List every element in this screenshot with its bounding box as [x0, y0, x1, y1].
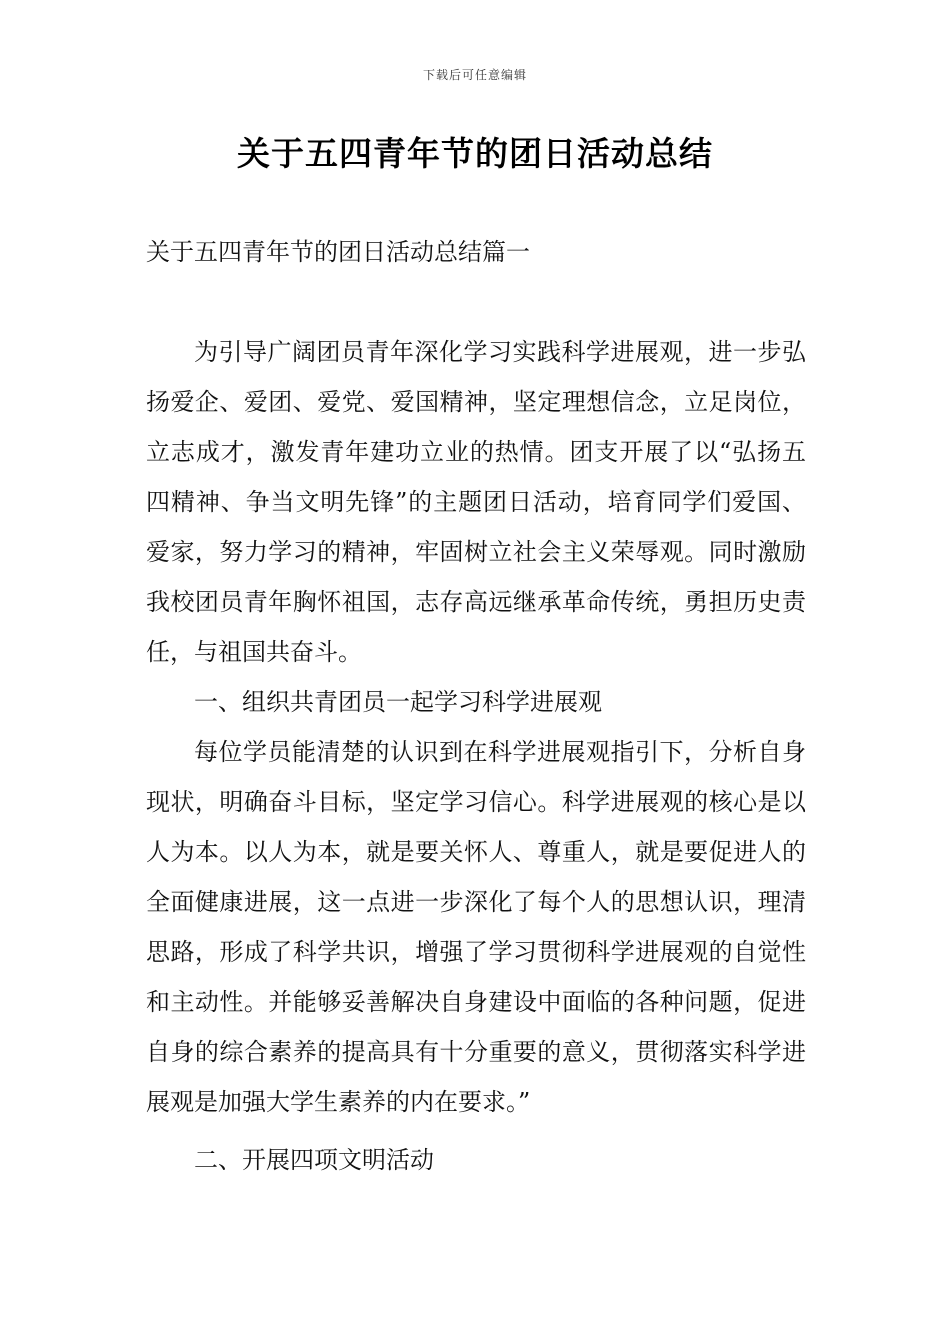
- spacer: [146, 1127, 806, 1135]
- subheading-activities: 二、开展四项文明活动: [194, 1146, 434, 1174]
- document-body: [146, 327, 806, 1185]
- header-note: 下载后可任意编辑: [422, 68, 527, 82]
- paragraph-study: 每位学员能清楚的认识到在科学进展观指引下，分析自身现状，明确奋斗目标，坚定学习信心。科学进展观的核心是以人为本。以人为本，就是要关怀人、尊重人，就是要促进人的全面健康进展，这一点进一步深化了每个人的思想认识，理清思路，形成了科学共识，增强了学习贯彻科学进展观的自觉性和主动性。并能够妥善解决自身建设中面临的各种问题，促进自身的综合素养的提高具有十分重要的意义，贯彻落实科学进展观是加强大学生素养的内在要求。”: [146, 738, 806, 1116]
- paragraph-intro: 为引导广阔团员青年深化学习实践科学进展观，进一步弘扬爱企、爱团、爱党、爱国精神，坚定理想信念，立足岗位，立志成才，激发青年建功立业的热情。团支开展了以“弘扬五四精神、争当文明先锋”的主题团日活动，培育同学们爱国、爱家，努力学习的精神，牢固树立社会主义荣辱观。同时激励我校团员青年胸怀祖国，志存高远继承革命传统，勇担历史责任，与祖国共奋斗。: [146, 338, 806, 666]
- document-title: 关于五四青年节的团日活动总结: [237, 134, 713, 173]
- section-heading: 关于五四青年节的团日活动总结篇一: [146, 238, 530, 266]
- subheading-study: 一、组织共青团员一起学习科学进展观: [194, 688, 602, 716]
